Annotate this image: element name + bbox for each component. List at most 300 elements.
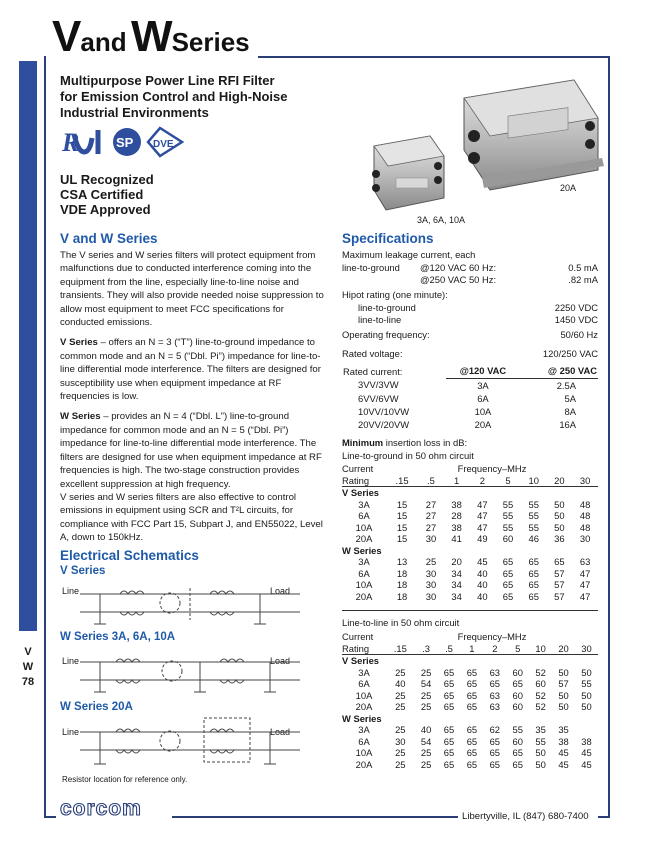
- spec-voltage: [342, 348, 598, 361]
- loss-cell: 25: [420, 701, 432, 712]
- compliance-paragraph: V series and W series filters are also effective to control emissions in equipment using SCR and T²L circuits, for compliance with FCC Part 15, Subpart J, and EN55022, Level A, down to 150kHz.: [60, 491, 323, 544]
- header-freq-cell: 5: [495, 475, 521, 487]
- loss-cell: 35: [558, 724, 569, 735]
- insertion-title-bold: Minimum: [342, 437, 384, 448]
- w-series-label: W Series: [60, 411, 101, 423]
- loss-cell: 55: [502, 498, 514, 510]
- spec-leakage: [342, 249, 598, 287]
- loss-cell: 45: [558, 758, 569, 770]
- leakage-condition: @120 VAC 60 Hz:: [420, 261, 497, 273]
- loss-cell: 65: [466, 678, 478, 689]
- loss-cell: 55: [528, 521, 539, 533]
- schematics-heading: Electrical Schematics: [60, 548, 199, 563]
- loss-cell: 50: [558, 701, 569, 712]
- rated-current-250: 2.5A: [556, 379, 576, 391]
- loss-cell: 18: [396, 579, 408, 590]
- loss-cell: 47: [579, 590, 591, 602]
- loss-cell: 65: [528, 556, 539, 567]
- loss-cell: 28: [451, 510, 462, 521]
- side-tab: [20, 645, 36, 690]
- schematic-load-label: Load: [270, 727, 291, 737]
- photo-label-small: 3A, 6A, 10A: [417, 215, 466, 225]
- header-freq-cell: .15: [386, 475, 418, 487]
- loss-cell: 52: [535, 666, 546, 678]
- rated-current-header: [342, 364, 598, 378]
- schematic-line-label: Line: [62, 656, 80, 666]
- loss-cell: 65: [466, 747, 478, 758]
- rating-cell: 6A: [358, 678, 370, 689]
- loss-cell: 30: [425, 533, 437, 544]
- table-row: [342, 533, 598, 545]
- schematic-note: Resistor location for reference only.: [62, 775, 188, 784]
- title-w: W: [131, 12, 172, 61]
- header-freq-cell: 10: [529, 643, 552, 655]
- table-row: [342, 701, 598, 713]
- loss-cell: 50: [581, 689, 592, 701]
- loss-cell: 57: [554, 579, 565, 590]
- table-row: [342, 759, 598, 771]
- loss-cell: 63: [489, 689, 501, 701]
- loss-cell: 60: [512, 735, 523, 747]
- loss-cell: 34: [451, 567, 462, 579]
- table-divider: [342, 610, 598, 611]
- loss-cell: 65: [528, 590, 539, 602]
- loss-cell: 38: [581, 735, 592, 747]
- specs-heading: Specifications: [342, 231, 434, 246]
- rated-current-header-120: @120 VAC: [446, 364, 520, 378]
- certification-logos: [60, 124, 190, 164]
- rated-current-header-250: @ 250 VAC: [520, 364, 598, 378]
- title-v: V: [52, 12, 81, 61]
- rated-current-120: 20A: [474, 418, 492, 430]
- loss-cell: 65: [502, 590, 514, 602]
- loss-cell: 65: [466, 666, 478, 678]
- loss-cell: 50: [581, 666, 592, 678]
- series-group-name: V Series: [342, 487, 380, 498]
- rating-cell: 3A: [358, 498, 370, 510]
- frequency-value: 50/60 Hz: [560, 329, 598, 340]
- page-title: [52, 12, 250, 62]
- schematic-w-series-20a: [60, 714, 320, 770]
- loss-cell: 15: [396, 521, 408, 533]
- loss-cell: 27: [425, 498, 437, 510]
- loss-cell: 34: [451, 590, 462, 602]
- voltage-label: Rated voltage:: [342, 348, 403, 359]
- hipot-label: line-to-ground: [358, 301, 416, 313]
- loss-cell: 47: [477, 510, 488, 521]
- rating-cell: 3A: [358, 724, 370, 735]
- rating-cell: 3A: [358, 556, 370, 567]
- loss-cell: 63: [579, 556, 591, 567]
- insertion-title-text: insertion loss in dB:: [383, 437, 468, 448]
- series-group-row: [342, 655, 598, 667]
- table-row: [342, 591, 598, 603]
- table-row: [342, 690, 598, 702]
- rated-current-row: [342, 418, 598, 431]
- header-freq-cell: 30: [572, 475, 598, 487]
- header-current: Current: [342, 631, 374, 642]
- loss-cell: 30: [395, 735, 406, 747]
- leakage-row-250: [342, 274, 598, 287]
- loss-cell: 65: [489, 747, 501, 758]
- series-group-name: W Series: [342, 712, 382, 724]
- loss-cell: 45: [581, 747, 592, 758]
- table-header-row: [342, 631, 598, 643]
- subtitle-line: for Emission Control and High-Noise: [60, 89, 288, 104]
- loss-cell: 18: [396, 567, 408, 579]
- header-freq-cell: .5: [438, 643, 461, 655]
- loss-cell: 54: [420, 678, 432, 689]
- loss-cell: 46: [528, 533, 539, 544]
- rated-current-row: [342, 392, 598, 405]
- header-freq-cell: 1: [460, 643, 483, 655]
- rated-current-row: [342, 378, 598, 392]
- schematic-line-label: Line: [62, 727, 80, 737]
- leakage-row-120: [342, 262, 598, 275]
- rated-current-250: 16A: [559, 418, 576, 430]
- loss-cell: 40: [395, 678, 406, 689]
- loss-cell: 55: [512, 724, 523, 735]
- leakage-title: Maximum leakage current, each: [342, 249, 476, 260]
- loss-cell: 47: [579, 579, 591, 590]
- loss-cell: 25: [395, 747, 406, 758]
- rating-cell: 10A: [355, 521, 373, 533]
- loss-cell: 15: [396, 498, 408, 510]
- loss-cell: 65: [443, 701, 455, 712]
- rated-current-row: [342, 405, 598, 418]
- hipot-value: 2250 VDC: [554, 301, 598, 313]
- intro-body: [60, 249, 326, 552]
- schematic-line-label: Line: [62, 586, 80, 596]
- loss-cell: 34: [451, 579, 462, 590]
- rated-current-250: 8A: [564, 405, 576, 417]
- loss-cell: 57: [558, 678, 569, 689]
- table-row: [342, 499, 598, 511]
- loss-cell: 63: [489, 666, 501, 678]
- loss-cell: 55: [502, 510, 514, 521]
- header-rating: Rating: [342, 475, 386, 487]
- rated-current-label: Rated current:: [343, 365, 403, 377]
- table-row: [342, 568, 598, 580]
- frame-left-rule: [44, 56, 46, 818]
- series-group-row: [342, 487, 598, 499]
- hipot-value: 1450 VDC: [554, 314, 598, 325]
- loss-cell: 65: [502, 579, 514, 590]
- table-row: [342, 556, 598, 568]
- table-row: [342, 522, 598, 534]
- series-group-row: [342, 545, 598, 557]
- table-row: [342, 678, 598, 690]
- loss-cell: 65: [489, 735, 501, 747]
- table-row: [342, 667, 598, 679]
- series-group-name: V Series: [342, 655, 380, 666]
- loss-cell: 65: [443, 724, 455, 735]
- loss-cell: 38: [451, 498, 462, 510]
- loss-cell: 13: [396, 556, 408, 567]
- loss-cell: 62: [489, 724, 501, 735]
- schematic-load-label: Load: [270, 656, 291, 666]
- ll-caption: Line-to-line in 50 ohm circuit: [342, 617, 460, 628]
- leakage-value: 0.5 mA: [568, 261, 598, 273]
- loss-cell: 50: [554, 521, 565, 533]
- page-number: 78: [21, 676, 35, 688]
- frame-top-rule: [258, 56, 610, 58]
- table-row: [342, 724, 598, 736]
- loss-cell: 65: [443, 678, 455, 689]
- header-freq-cell: .5: [418, 475, 444, 487]
- rated-current-120: 6A: [477, 392, 489, 404]
- loss-cell: 65: [466, 701, 478, 712]
- loss-cell: 55: [581, 678, 592, 689]
- svg-text:SP: SP: [116, 135, 134, 150]
- header-current: Current: [342, 463, 374, 474]
- loss-cell: 50: [554, 510, 565, 521]
- header-freq-cell: 10: [521, 475, 547, 487]
- corcom-logo-text: corcom: [60, 797, 142, 820]
- loss-cell: 38: [451, 521, 462, 533]
- header-freq-cell: 20: [547, 475, 573, 487]
- leakage-label: line-to-ground: [342, 261, 400, 273]
- voltage-value: 120/250 VAC: [542, 348, 598, 359]
- header-frequency: Frequency–MHz: [457, 631, 527, 642]
- loss-cell: 65: [466, 735, 478, 747]
- loss-cell: 41: [451, 533, 462, 544]
- rated-current-model: 20VV/20VW: [358, 418, 410, 430]
- ul-logo: [61, 128, 98, 157]
- hipot-row: [342, 302, 598, 315]
- loss-cell: 65: [489, 678, 501, 689]
- insertion-title: [342, 437, 598, 450]
- table-row: [342, 510, 598, 522]
- rated-current-120: 3A: [477, 379, 489, 391]
- rating-cell: 20A: [355, 590, 373, 602]
- certifications: [60, 172, 154, 217]
- photo-label-20a: 20A: [560, 183, 577, 193]
- vde-logo: [148, 128, 182, 156]
- spec-hipot: [342, 289, 598, 327]
- cert-csa: CSA Certified: [60, 187, 144, 202]
- loss-cell: 50: [554, 498, 565, 510]
- header-freq-cell: 20: [552, 643, 575, 655]
- loss-cell: 30: [425, 579, 437, 590]
- loss-cell: 65: [443, 735, 455, 747]
- line-to-ground-table: [342, 463, 598, 602]
- header-rating: Rating: [342, 643, 386, 655]
- loss-cell: 27: [425, 521, 437, 533]
- loss-cell: 25: [420, 747, 432, 758]
- w-series-paragraph: [60, 410, 326, 490]
- loss-cell: 27: [425, 510, 437, 521]
- csa-logo: [113, 128, 141, 156]
- rated-current-table: [342, 364, 598, 431]
- loss-cell: 47: [477, 498, 488, 510]
- loss-cell: 25: [395, 689, 406, 701]
- loss-cell: 50: [535, 747, 546, 758]
- loss-cell: 30: [425, 590, 437, 602]
- leakage-condition: @250 VAC 50 Hz:: [420, 274, 497, 285]
- loss-cell: 45: [581, 758, 592, 770]
- loss-cell: 30: [579, 533, 591, 544]
- table-header-row: [342, 643, 598, 655]
- loss-cell: 65: [466, 758, 478, 770]
- loss-cell: 55: [528, 510, 539, 521]
- loss-cell: 50: [581, 701, 592, 712]
- hipot-row: [342, 314, 598, 327]
- loss-cell: 65: [512, 747, 523, 758]
- schematic-load-label: Load: [270, 586, 291, 596]
- loss-cell: 47: [579, 567, 591, 579]
- loss-cell: 65: [443, 666, 455, 678]
- loss-cell: 60: [512, 689, 523, 701]
- loss-cell: 65: [466, 689, 478, 701]
- rating-cell: 20A: [355, 758, 373, 770]
- frame-bottom-rule: [172, 816, 458, 818]
- header-freq-cell: 30: [575, 643, 598, 655]
- loss-cell: 47: [477, 521, 488, 533]
- loss-cell: 25: [420, 666, 432, 678]
- loss-cell: 25: [395, 666, 406, 678]
- loss-cell: 65: [443, 689, 455, 701]
- title-and: and: [80, 27, 127, 57]
- loss-cell: 35: [535, 724, 546, 735]
- loss-cell: 57: [554, 567, 565, 579]
- rating-cell: 6A: [358, 735, 370, 747]
- side-tab-v: V: [24, 646, 32, 658]
- insertion-intro: [342, 437, 598, 462]
- rating-cell: 10A: [355, 579, 373, 590]
- hipot-title: Hipot rating (one minute):: [342, 289, 448, 300]
- header-freq-cell: 5: [506, 643, 529, 655]
- loss-cell: 25: [420, 758, 432, 770]
- rating-cell: 6A: [358, 510, 370, 521]
- rating-cell: 10A: [355, 689, 373, 701]
- header-freq-cell: 2: [469, 475, 495, 487]
- loss-cell: 65: [489, 758, 501, 770]
- intro-paragraph: The V series and W series filters will protect equipment from malfunctions due to conducted interference coming into the equipment from the line, especially line-to-line noise and transients. They will also provide needed noise suppression to allow most equipment to meet FCC specifications for conducted emissions.: [60, 250, 324, 329]
- side-tab-w: W: [22, 661, 34, 673]
- loss-cell: 50: [535, 758, 546, 770]
- cert-ul: UL Recognized: [60, 172, 154, 187]
- filter-20a-image: [464, 80, 604, 190]
- loss-cell: 65: [554, 556, 565, 567]
- loss-cell: 25: [420, 689, 432, 701]
- loss-cell: 65: [512, 758, 523, 770]
- loss-cell: 15: [396, 533, 408, 544]
- subtitle-line: Multipurpose Power Line RFI Filter: [60, 73, 275, 88]
- rated-current-250: 5A: [564, 392, 576, 404]
- table-header-row: [342, 463, 598, 475]
- loss-cell: 40: [477, 567, 488, 579]
- loss-cell: 60: [535, 678, 546, 689]
- filter-3a-6a-10a-image: [372, 136, 444, 210]
- leakage-value: .82 mA: [568, 274, 598, 285]
- footer-contact: Libertyville, IL (847) 680-7400: [462, 811, 589, 822]
- loss-cell: 60: [512, 666, 523, 678]
- loss-cell: 65: [502, 567, 514, 579]
- title-series: Series: [171, 27, 250, 57]
- loss-cell: 65: [528, 567, 539, 579]
- frequency-label: Operating frequency:: [342, 329, 430, 340]
- loss-cell: 18: [396, 590, 408, 602]
- rated-current-model: 10VV/10VW: [358, 405, 410, 417]
- cert-vde: VDE Approved: [60, 202, 151, 217]
- loss-cell: 48: [579, 498, 591, 510]
- product-photo: [352, 78, 604, 234]
- table-row: [342, 747, 598, 759]
- schematic-w-series-small: [60, 646, 320, 698]
- rating-cell: 20A: [355, 533, 373, 544]
- svg-text:R: R: [62, 128, 80, 157]
- loss-cell: 40: [420, 724, 432, 735]
- spec-frequency: [342, 329, 598, 342]
- rating-cell: 20A: [355, 701, 373, 712]
- schematic-v-series: [60, 578, 320, 630]
- loss-cell: 55: [502, 521, 514, 533]
- series-group-name: W Series: [342, 544, 382, 556]
- rating-cell: 10A: [355, 747, 373, 758]
- frame-right-rule: [608, 56, 610, 818]
- v-series-text: – offers an N = 3 (“T”) line-to-ground impedance to common mode and an N = 5 (“Dbl. Pi”) impedance for line-to-line differential mode interference. The filters are designed for susceptibility use when equipment impedance at RF frequencies is low.: [60, 337, 321, 403]
- loss-cell: 65: [466, 724, 478, 735]
- lg-caption: Line-to-ground in 50 ohm circuit: [342, 449, 474, 461]
- frame-bottom-rule: [598, 816, 610, 818]
- loss-cell: 30: [425, 567, 437, 579]
- loss-cell: 20: [451, 556, 462, 567]
- loss-cell: 48: [579, 521, 591, 533]
- schematic-title-w-20a: W Series 20A: [60, 701, 133, 713]
- v-series-paragraph: [60, 336, 326, 403]
- loss-cell: 52: [535, 701, 546, 712]
- loss-cell: 50: [558, 689, 569, 701]
- v-series-label: V Series: [60, 337, 98, 349]
- table-header-row: [342, 475, 598, 487]
- header-freq-cell: 2: [483, 643, 506, 655]
- loss-cell: 63: [489, 701, 501, 712]
- loss-cell: 15: [396, 510, 408, 521]
- loss-cell: 57: [554, 590, 565, 602]
- line-to-line-table: [342, 631, 598, 770]
- intro-heading: V and W Series: [60, 231, 158, 246]
- loss-cell: 50: [558, 666, 569, 678]
- loss-cell: 60: [502, 533, 514, 544]
- loss-cell: 49: [477, 533, 488, 544]
- loss-cell: 65: [443, 747, 455, 758]
- header-freq-cell: 1: [444, 475, 470, 487]
- loss-cell: 65: [512, 678, 523, 689]
- header-freq-cell: .15: [386, 643, 415, 655]
- loss-cell: 25: [395, 701, 406, 712]
- series-group-row: [342, 713, 598, 725]
- loss-cell: 25: [425, 556, 437, 567]
- loss-cell: 55: [528, 498, 539, 510]
- schematic-title-w-small: W Series 3A, 6A, 10A: [60, 631, 176, 643]
- loss-cell: 65: [443, 758, 455, 770]
- loss-cell: 45: [558, 747, 569, 758]
- loss-cell: 40: [477, 590, 488, 602]
- schematic-title-v: V Series: [60, 565, 106, 577]
- table-row: [342, 736, 598, 748]
- frame-bottom-rule: [44, 816, 56, 818]
- svg-text:DVE: DVE: [153, 139, 174, 150]
- loss-cell: 45: [477, 556, 488, 567]
- rated-current-120: 10A: [474, 405, 492, 417]
- loss-cell: 52: [535, 689, 546, 701]
- rating-cell: 3A: [358, 666, 370, 678]
- rating-cell: 6A: [358, 567, 370, 579]
- loss-cell: 25: [395, 758, 406, 770]
- hipot-label: line-to-line: [358, 314, 402, 325]
- loss-cell: 54: [420, 735, 432, 747]
